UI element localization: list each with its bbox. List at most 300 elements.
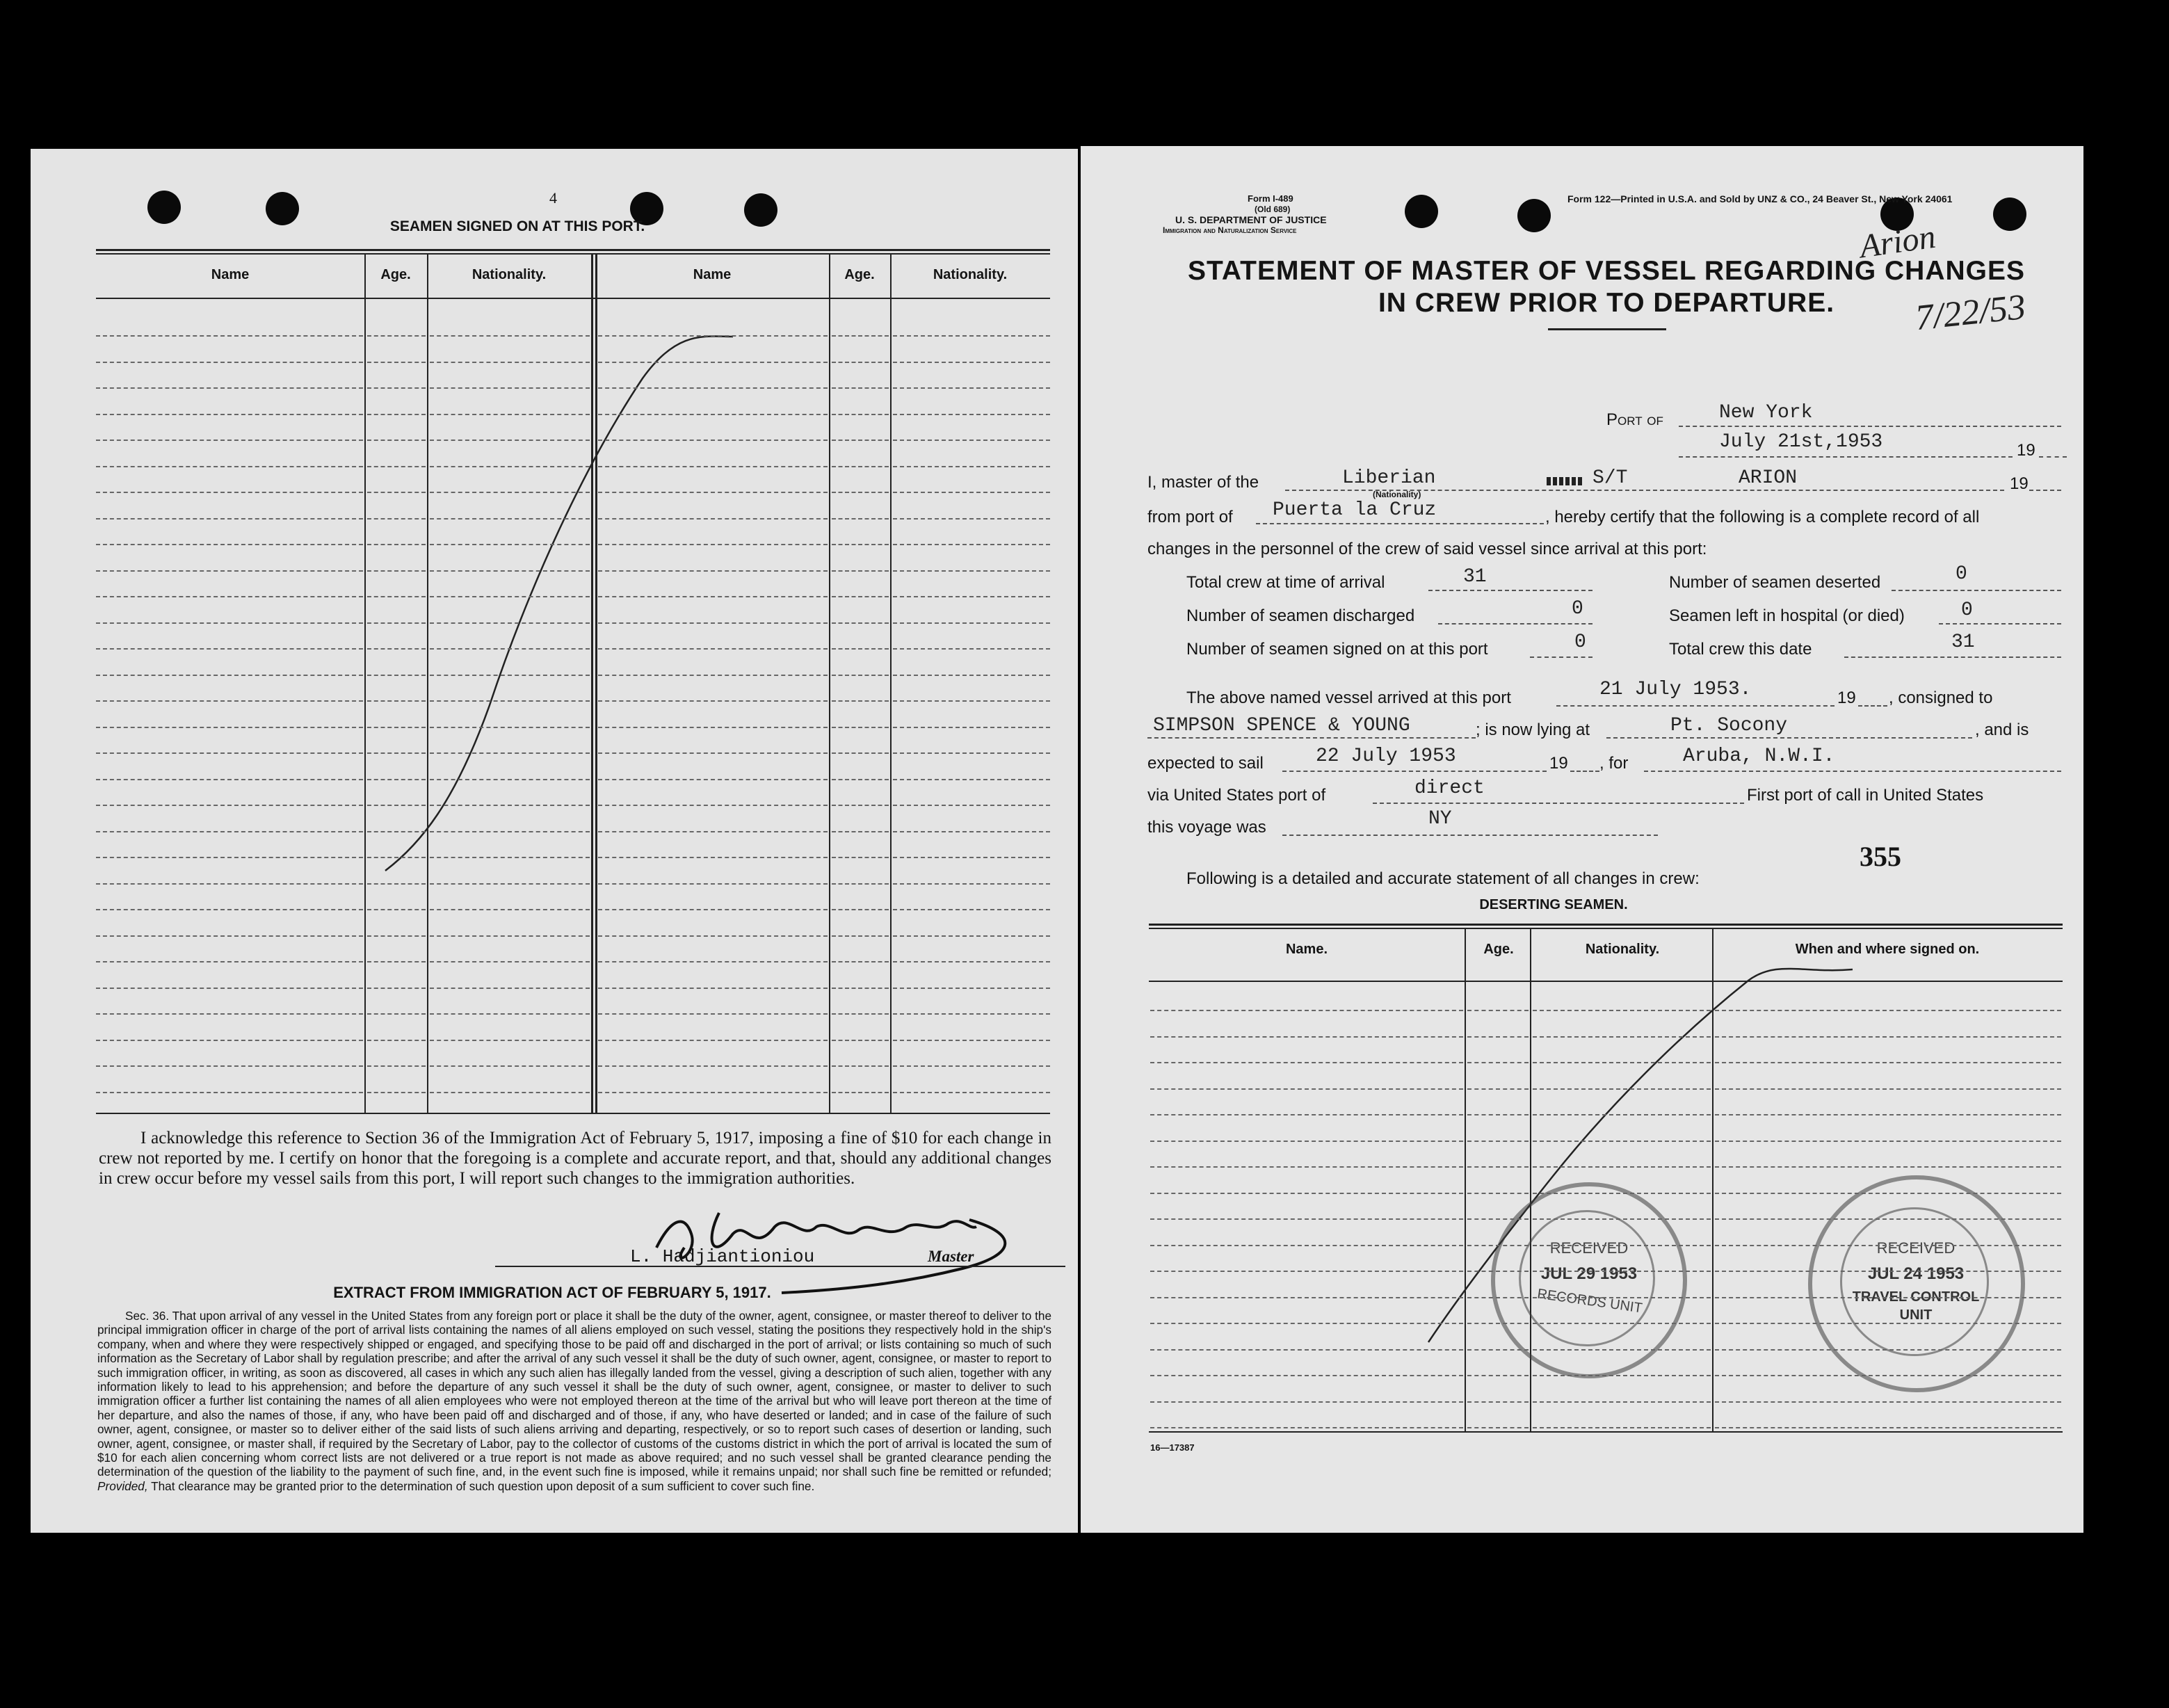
table-row-rule — [832, 1040, 889, 1041]
table-row-rule — [430, 935, 590, 937]
right-page — [1081, 146, 2083, 1533]
table-row-rule — [1533, 1375, 1711, 1376]
year-prefix: 19 — [2010, 474, 2029, 493]
table-row-rule — [430, 961, 590, 962]
table-row-rule — [1533, 1271, 1711, 1272]
table-row-rule — [367, 622, 426, 624]
table-row-rule — [1715, 1271, 2061, 1272]
date-value: July 21st,1953 — [1719, 431, 1883, 453]
table-row-rule — [832, 362, 889, 363]
table-row-rule — [1715, 1141, 2061, 1142]
table-row-rule — [598, 909, 828, 910]
table-row-rule — [893, 675, 1050, 676]
table-row-rule — [367, 362, 426, 363]
table-row-rule — [96, 857, 363, 858]
table-row-rule — [598, 988, 828, 989]
table-row-rule — [1533, 1166, 1711, 1168]
via-value: direct — [1414, 778, 1485, 799]
table-row-rule — [1715, 1114, 2061, 1115]
table-row-rule — [832, 857, 889, 858]
table-row-rule — [430, 596, 590, 597]
table-row-rule — [430, 1092, 590, 1093]
via-label: via United States port of — [1147, 786, 1326, 805]
table-row-rule — [367, 909, 426, 910]
table-row-rule — [598, 961, 828, 962]
table-row-rule — [367, 752, 426, 754]
table-row-rule — [832, 622, 889, 624]
column-header-name: Name — [211, 267, 250, 282]
table-row-rule — [96, 961, 363, 962]
table-row-rule — [832, 1092, 889, 1093]
stamp-received: RECEIVED — [1876, 1239, 1956, 1257]
table-row-rule — [1150, 1088, 1463, 1090]
table-row-rule — [832, 700, 889, 702]
table-row-rule — [893, 362, 1050, 363]
table-row-rule — [96, 909, 363, 910]
column-header-name: Name — [693, 267, 732, 282]
arrived-value: 21 July 1953. — [1599, 679, 1752, 700]
table-row-rule — [832, 727, 889, 728]
table-row-rule — [893, 387, 1050, 389]
table-row-rule — [893, 440, 1050, 441]
table-row-rule — [1467, 1349, 1529, 1351]
table-row-rule — [1533, 1010, 1711, 1011]
sail-label: expected to sail — [1147, 754, 1264, 773]
for-label: , for — [1599, 754, 1629, 773]
cancel-mark-line — [31, 149, 1078, 1122]
table-row-rule — [832, 675, 889, 676]
count-value-total-arrival: 31 — [1463, 566, 1487, 588]
table-row-rule — [832, 492, 889, 493]
table-row-rule — [598, 752, 828, 754]
table-row-rule — [96, 727, 363, 728]
table-row-rule — [1150, 1166, 1463, 1168]
table-row-rule — [1715, 1036, 2061, 1038]
table-row-rule — [96, 1092, 363, 1093]
table-row-rule — [598, 727, 828, 728]
table-row-rule — [832, 805, 889, 806]
master-of-the-label: I, master of the — [1147, 473, 1259, 492]
changes-text: changes in the personnel of the crew of said vessel since arrival at this port: — [1147, 540, 1707, 558]
count-label-discharged: Number of seamen discharged — [1186, 606, 1415, 625]
certify-text: , hereby certify that the following is a complete record of all — [1545, 508, 1980, 526]
table-row-rule — [1150, 1297, 1463, 1298]
table-row-rule — [430, 518, 590, 519]
table-row-rule — [1533, 1088, 1711, 1090]
consigned-to-label: , consigned to — [1889, 688, 1993, 707]
table-row-rule — [430, 988, 590, 989]
table-row-rule — [1150, 1271, 1463, 1272]
table-row-rule — [96, 596, 363, 597]
table-row-rule — [367, 831, 426, 832]
table-row-rule — [96, 362, 363, 363]
table-row-rule — [598, 805, 828, 806]
table-row-rule — [832, 935, 889, 937]
table-row-rule — [430, 883, 590, 885]
table-row-rule — [96, 544, 363, 545]
table-row-rule — [598, 518, 828, 519]
table-row-rule — [598, 414, 828, 415]
column-header-nationality: Nationality. — [471, 267, 547, 282]
table-row-rule — [1150, 1427, 1463, 1428]
count-value-hospital: 0 — [1961, 599, 1973, 621]
table-row-rule — [832, 466, 889, 467]
handwritten-vessel-name: Arion — [1857, 218, 1938, 266]
year-prefix: 19 — [1549, 754, 1568, 773]
table-row-rule — [893, 466, 1050, 467]
table-row-rule — [430, 805, 590, 806]
table-row-rule — [832, 779, 889, 780]
table-row-rule — [832, 988, 889, 989]
table-row-rule — [832, 440, 889, 441]
table-row-rule — [1467, 1323, 1529, 1324]
table-row-rule — [1150, 1036, 1463, 1038]
table-row-rule — [1150, 1375, 1463, 1376]
table-row-rule — [430, 831, 590, 832]
column-header-age: Age. — [380, 267, 411, 282]
table-row-rule — [96, 831, 363, 832]
vessel-type: S/T — [1593, 467, 1628, 489]
table-row-rule — [893, 805, 1050, 806]
table-row-rule — [367, 1040, 426, 1041]
table-row-rule — [96, 1065, 363, 1067]
table-row-rule — [1715, 1193, 2061, 1194]
table-row-rule — [832, 752, 889, 754]
table-row-rule — [1467, 1375, 1529, 1376]
count-value-total-this-date: 31 — [1951, 631, 1975, 653]
page-number: 4 — [549, 189, 557, 207]
handwritten-date: 7/22/53 — [1913, 287, 2028, 339]
table-row-rule — [367, 1013, 426, 1015]
table-row-rule — [96, 805, 363, 806]
table-row-rule — [893, 1092, 1050, 1093]
table-row-rule — [1467, 1036, 1529, 1038]
table-row-rule — [893, 752, 1050, 754]
table-row-rule — [1467, 1062, 1529, 1063]
table-row-rule — [367, 988, 426, 989]
table-row-rule — [598, 1040, 828, 1041]
table-row-rule — [893, 596, 1050, 597]
stamp-unit: RECORDS UNIT — [1536, 1286, 1643, 1316]
table-row-rule — [893, 335, 1050, 337]
table-row-rule — [430, 700, 590, 702]
table-row-rule — [598, 466, 828, 467]
table-row-rule — [1715, 1062, 2061, 1063]
table-row-rule — [1533, 1297, 1711, 1298]
column-header-name: Name. — [1285, 942, 1328, 957]
table-row-rule — [430, 414, 590, 415]
table-row-rule — [1533, 1427, 1711, 1428]
table-row-rule — [1150, 1349, 1463, 1351]
table-row-rule — [96, 700, 363, 702]
from-port-value: Puerta la Cruz — [1273, 499, 1437, 521]
table-row-rule — [1533, 1193, 1711, 1194]
received-stamp-travel-control — [1808, 1175, 2025, 1392]
from-port-label: from port of — [1147, 508, 1233, 526]
table-row-rule — [893, 961, 1050, 962]
table-row-rule — [96, 1040, 363, 1041]
table-row-rule — [1715, 1323, 2061, 1324]
table-row-rule — [1467, 1141, 1529, 1142]
table-row-rule — [96, 518, 363, 519]
table-row-rule — [430, 466, 590, 467]
table-row-rule — [96, 752, 363, 754]
port-value: New York — [1719, 402, 1813, 424]
table-row-rule — [367, 805, 426, 806]
table-row-rule — [598, 570, 828, 572]
table-row-rule — [96, 779, 363, 780]
table-row-rule — [832, 831, 889, 832]
table-row-rule — [1467, 1193, 1529, 1194]
table-row-rule — [1150, 1141, 1463, 1142]
table-row-rule — [367, 935, 426, 937]
extract-body — [97, 1309, 1051, 1493]
service: Immigration and Naturalization Service — [1163, 225, 1297, 235]
count-value-discharged: 0 — [1572, 598, 1583, 620]
table-row-rule — [367, 857, 426, 858]
table-row-rule — [598, 675, 828, 676]
table-row-rule — [1467, 1218, 1529, 1220]
table-row-rule — [598, 648, 828, 650]
table-row-rule — [367, 440, 426, 441]
master-label: Master — [928, 1248, 974, 1265]
table-row-rule — [367, 961, 426, 962]
table-row-rule — [893, 700, 1050, 702]
table-row-rule — [893, 909, 1050, 910]
table-row-rule — [96, 935, 363, 937]
stamp-date: JUL 24 1953 — [1867, 1264, 1965, 1283]
table-row-rule — [367, 596, 426, 597]
table-row-rule — [598, 1065, 828, 1067]
table-row-rule — [367, 727, 426, 728]
table-row-rule — [367, 1092, 426, 1093]
table-row-rule — [1715, 1245, 2061, 1246]
table-row-rule — [893, 883, 1050, 885]
table-row-rule — [832, 570, 889, 572]
count-label-total-arrival: Total crew at time of arrival — [1186, 573, 1385, 592]
table-row-rule — [430, 544, 590, 545]
table-row-rule — [430, 570, 590, 572]
table-row-rule — [893, 988, 1050, 989]
extract-section-lead: Sec. 36. — [125, 1309, 170, 1323]
table-row-rule — [1150, 1193, 1463, 1194]
table-bottom-rule — [1149, 1431, 2063, 1433]
table-row-rule — [1467, 1166, 1529, 1168]
table-row-rule — [96, 675, 363, 676]
table-row-rule — [893, 518, 1050, 519]
table-row-rule — [367, 675, 426, 676]
table-row-rule — [430, 1065, 590, 1067]
master-name: L. Hadjiantioniou — [630, 1246, 815, 1267]
extract-title: EXTRACT FROM IMMIGRATION ACT OF FEBRUARY 5, 1917. — [333, 1284, 771, 1301]
table-row-rule — [367, 466, 426, 467]
table-row-rule — [1533, 1245, 1711, 1246]
table-row-rule — [598, 779, 828, 780]
table-row-rule — [96, 466, 363, 467]
table-row-rule — [430, 675, 590, 676]
table-row-rule — [598, 335, 828, 337]
table-row-rule — [430, 622, 590, 624]
for-value: Aruba, N.W.I. — [1683, 746, 1835, 767]
printer-line: Form 122—Printed in U.S.A. and Sold by UNZ & CO., 24 Beaver St., New York 24061 — [1567, 193, 1953, 204]
left-page — [31, 149, 1078, 1533]
table-row-rule — [598, 387, 828, 389]
table-row-rule — [1150, 1010, 1463, 1011]
table-row-rule — [832, 1013, 889, 1015]
table-row-rule — [96, 492, 363, 493]
table-row-rule — [1150, 1062, 1463, 1063]
table-row-rule — [893, 414, 1050, 415]
nationality-value: Liberian — [1342, 467, 1436, 489]
table-row-rule — [430, 1013, 590, 1015]
table-row-rule — [430, 727, 590, 728]
table-row-rule — [1467, 1271, 1529, 1272]
section-title: SEAMEN SIGNED ON AT THIS PORT. — [389, 218, 645, 234]
table-row-rule — [598, 1013, 828, 1015]
table-row-rule — [598, 1092, 828, 1093]
table-row-rule — [1533, 1323, 1711, 1324]
deserting-title: DESERTING SEAMEN. — [1479, 897, 1628, 912]
table-row-rule — [832, 961, 889, 962]
column-header-nationality: Nationality. — [933, 267, 1008, 282]
table-row-rule — [367, 648, 426, 650]
table-row-rule — [1715, 1088, 2061, 1090]
table-row-rule — [430, 335, 590, 337]
table-row-rule — [367, 335, 426, 337]
extract-tail: That clearance may be granted prior to the determination of such question upon deposit of a sum sufficient to cover such fine. — [151, 1479, 815, 1493]
voyage-label: this voyage was — [1147, 818, 1266, 837]
stamp-unit: UNIT — [1899, 1307, 1933, 1323]
lying-at-label: ; is now lying at — [1476, 720, 1590, 739]
table-row-rule — [367, 544, 426, 545]
table-row-rule — [598, 492, 828, 493]
table-row-rule — [1533, 1349, 1711, 1351]
table-row-rule — [1150, 1401, 1463, 1403]
consignee-value: SIMPSON SPENCE & YOUNG — [1153, 715, 1410, 736]
table-row-rule — [1467, 1427, 1529, 1428]
table-row-rule — [96, 883, 363, 885]
table-row-rule — [1715, 1401, 2061, 1403]
table-row-rule — [1467, 1114, 1529, 1115]
table-row-rule — [430, 648, 590, 650]
table-row-rule — [430, 440, 590, 441]
year-prefix: 19 — [1837, 688, 1856, 707]
table-row-rule — [893, 935, 1050, 937]
table-row-rule — [1715, 1218, 2061, 1220]
table-row-rule — [1533, 1062, 1711, 1063]
table-row-rule — [832, 648, 889, 650]
table-row-rule — [96, 335, 363, 337]
voyage-value: NY — [1428, 808, 1452, 830]
table-row-rule — [832, 1065, 889, 1067]
table-row-rule — [1533, 1114, 1711, 1115]
table-row-rule — [1533, 1036, 1711, 1038]
table-row-rule — [1715, 1010, 2061, 1011]
table-row-rule — [893, 544, 1050, 545]
table-row-rule — [1533, 1141, 1711, 1142]
table-row-rule — [367, 492, 426, 493]
count-label-deserted: Number of seamen deserted — [1669, 573, 1881, 592]
document-number: 355 — [1860, 841, 1901, 872]
table-row-rule — [893, 831, 1050, 832]
vessel-name: ARION — [1739, 467, 1798, 489]
table-row-rule — [1533, 1401, 1711, 1403]
table-row-rule — [893, 857, 1050, 858]
table-row-rule — [893, 570, 1050, 572]
table-row-rule — [598, 544, 828, 545]
table-row-rule — [367, 700, 426, 702]
footer-code: 16—17387 — [1150, 1442, 1195, 1453]
count-label-signed-on: Number of seamen signed on at this port — [1186, 640, 1488, 659]
table-row-rule — [1150, 1245, 1463, 1246]
department: U. S. DEPARTMENT OF JUSTICE — [1175, 214, 1327, 225]
table-row-rule — [832, 544, 889, 545]
table-row-rule — [1150, 1218, 1463, 1220]
table-row-rule — [832, 883, 889, 885]
arrived-label: The above named vessel arrived at this port — [1186, 688, 1511, 707]
table-row-rule — [1150, 1323, 1463, 1324]
table-row-rule — [893, 492, 1050, 493]
table-row-rule — [367, 518, 426, 519]
table-row-rule — [430, 857, 590, 858]
stamp-unit: TRAVEL CONTROL — [1852, 1289, 1980, 1305]
table-row-rule — [96, 1013, 363, 1015]
table-row-rule — [367, 883, 426, 885]
table-row-rule — [598, 883, 828, 885]
count-label-hospital: Seamen left in hospital (or died) — [1669, 606, 1905, 625]
table-row-rule — [96, 988, 363, 989]
table-row-rule — [893, 727, 1050, 728]
table-row-rule — [430, 387, 590, 389]
table-row-rule — [1715, 1166, 2061, 1168]
table-row-rule — [1467, 1245, 1529, 1246]
table-row-rule — [832, 335, 889, 337]
column-header-when-where: When and where signed on. — [1795, 942, 1980, 957]
table-row-rule — [598, 596, 828, 597]
form-old: (Old 689) — [1255, 204, 1291, 214]
table-row-rule — [1715, 1349, 2061, 1351]
acknowledgement-text: I acknowledge this reference to Section 36 of the Immigration Act of February 5, 1917, imposing a fine of $10 for each change in crew not reported by me. I certify on honor that the foregoing is a complete and accurate report, and that, should any additional changes in crew occur before my vessel sails from this port, I will report such changes to the immigration authorities. — [99, 1129, 1051, 1188]
table-row-rule — [430, 752, 590, 754]
table-row-rule — [430, 1040, 590, 1041]
table-row-rule — [367, 387, 426, 389]
table-row-rule — [1150, 1114, 1463, 1115]
table-row-rule — [832, 414, 889, 415]
table-row-rule — [1467, 1088, 1529, 1090]
table-row-rule — [832, 596, 889, 597]
table-row-rule — [1467, 1401, 1529, 1403]
and-is-label: , and is — [1975, 720, 2029, 739]
table-row-rule — [598, 857, 828, 858]
form-title-line1: STATEMENT OF MASTER OF VESSEL REGARDING CHANGES — [1187, 256, 2026, 286]
table-row-rule — [96, 414, 363, 415]
following-text: Following is a detailed and accurate statement of all changes in crew: — [1186, 869, 1700, 888]
table-row-rule — [1467, 1010, 1529, 1011]
table-row-rule — [367, 570, 426, 572]
master-signature — [643, 1192, 1032, 1296]
stamp-received: RECEIVED — [1549, 1239, 1629, 1257]
count-label-total-this-date: Total crew this date — [1669, 640, 1812, 659]
table-row-rule — [1715, 1427, 2061, 1428]
table-row-rule — [96, 440, 363, 441]
table-row-rule — [832, 387, 889, 389]
column-header-age: Age. — [1483, 942, 1514, 957]
table-row-rule — [598, 440, 828, 441]
table-row-rule — [598, 700, 828, 702]
form-number: Form I-489 — [1248, 193, 1293, 204]
table-row-rule — [430, 492, 590, 493]
table-row-rule — [598, 362, 828, 363]
